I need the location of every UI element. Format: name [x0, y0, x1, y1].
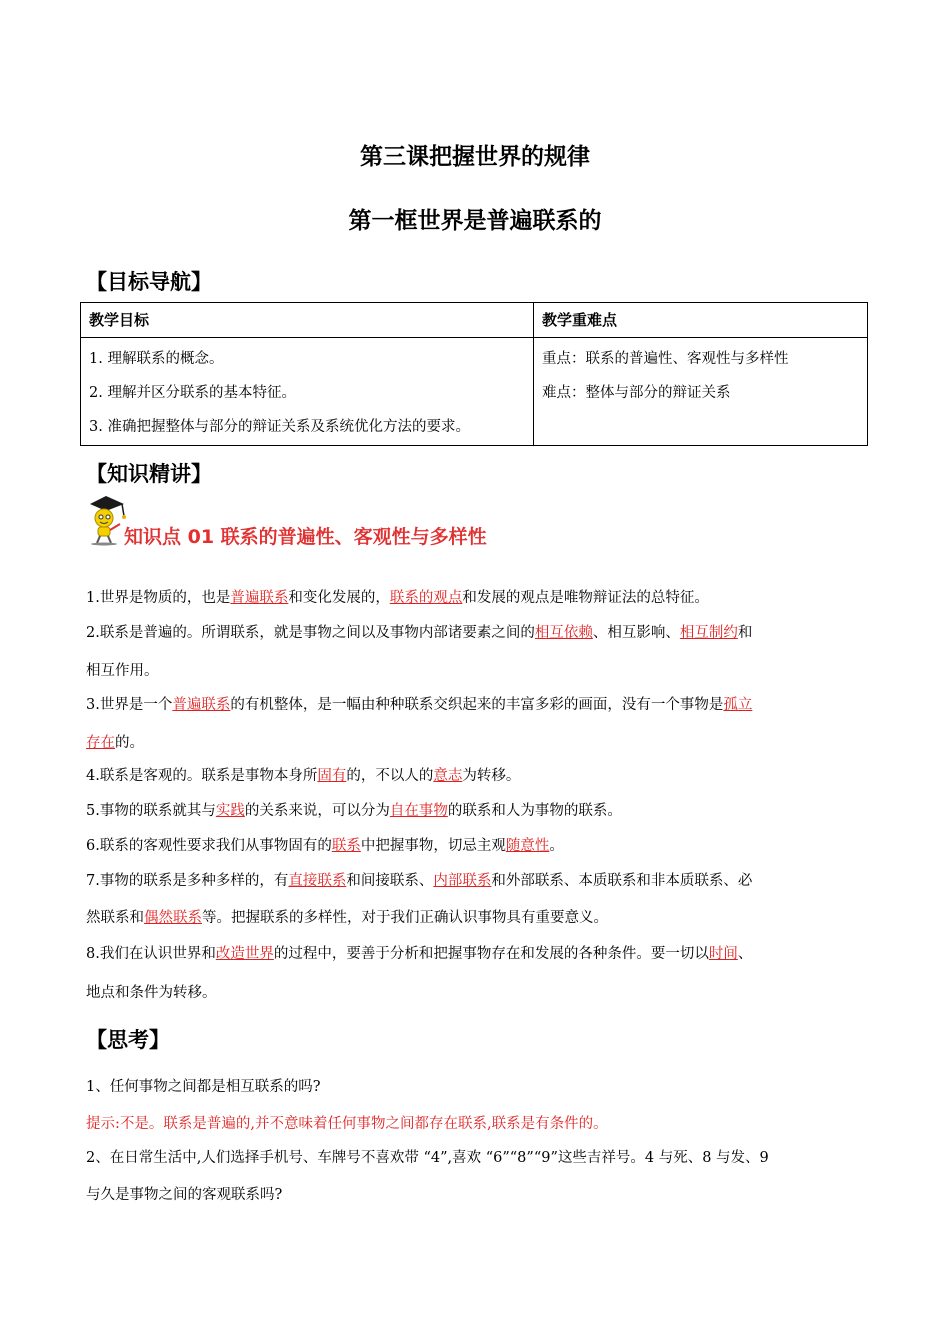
- section-knowledge-heading: 【知识精讲】: [86, 462, 212, 486]
- lesson-title: 第三课把握世界的规律: [360, 144, 590, 170]
- goals-header: 教学目标: [81, 303, 534, 338]
- question-2-cont: 与久是事物之间的客观联系吗?: [86, 1187, 283, 1203]
- knowledge-point-header: [86, 494, 786, 554]
- point-3: 3.世界是一个普遍联系的有机整体，是一幅由种种联系交织起来的丰富多彩的画面，没有一个事物是孤立: [86, 697, 753, 713]
- goal-item: 3. 准确把握整体与部分的辩证关系及系统优化方法的要求。: [89, 419, 470, 435]
- question-2: 2、在日常生活中,人们选择手机号、车牌号不喜欢带 “4”,喜欢 “6”“8”“9”这些吉祥号。4 与死、8 与发、9: [86, 1150, 769, 1166]
- key-point-item: 难点：整体与部分的辩证关系: [542, 385, 731, 401]
- point-2: 2.联系是普遍的。所谓联系，就是事物之间以及事物内部诸要素之间的相互依赖、相互影响、相互制约和: [86, 625, 753, 641]
- section-think-heading: 【思考】: [86, 1028, 170, 1052]
- point-6: 6.联系的客观性要求我们从事物固有的联系中把握事物，切忌主观随意性。: [86, 838, 564, 854]
- point-8: 8.我们在认识世界和改造世界的过程中，要善于分析和把握事物存在和发展的各种条件。要一切以时间、: [86, 946, 753, 962]
- question-1: 1、任何事物之间都是相互联系的吗?: [86, 1079, 321, 1095]
- goals-table: [80, 302, 868, 446]
- knowledge-point-title: 知识点 01 联系的普遍性、客观性与多样性: [124, 526, 487, 548]
- answer-1: 提示:不是。联系是普遍的,并不意味着任何事物之间都存在联系,联系是有条件的。: [86, 1116, 608, 1132]
- goal-item: 2. 理解并区分联系的基本特征。: [89, 385, 296, 401]
- section-goals-heading: 【目标导航】: [86, 270, 212, 294]
- frame-title: 第一框世界是普遍联系的: [348, 208, 602, 234]
- point-4: 4.联系是客观的。联系是事物本身所固有的，不以人的意志为转移。: [86, 768, 521, 784]
- goal-item: 1. 理解联系的概念。: [89, 351, 224, 367]
- key-points-cell: [534, 338, 868, 446]
- point-5: 5.事物的联系就其与实践的关系来说，可以分为自在事物的联系和人为事物的联系。: [86, 803, 622, 819]
- point-1: 1.世界是物质的，也是普遍联系和变化发展的，联系的观点和发展的观点是唯物辩证法的总特征。: [86, 590, 709, 606]
- key-points-header: 教学重难点: [534, 303, 868, 338]
- point-7-cont: 然联系和偶然联系等。把握联系的多样性，对于我们正确认识事物具有重要意义。: [86, 910, 608, 926]
- point-8-cont: 地点和条件为转移。: [86, 985, 217, 1001]
- point-7: 7.事物的联系是多种多样的，有直接联系和间接联系、内部联系和外部联系、本质联系和非本质联系、必: [86, 873, 753, 889]
- point-2-cont: 相互作用。: [86, 663, 159, 679]
- key-point-item: 重点：联系的普遍性、客观性与多样性: [542, 351, 789, 367]
- point-3-cont: 存在的。: [86, 735, 144, 751]
- goals-cell: [81, 338, 534, 446]
